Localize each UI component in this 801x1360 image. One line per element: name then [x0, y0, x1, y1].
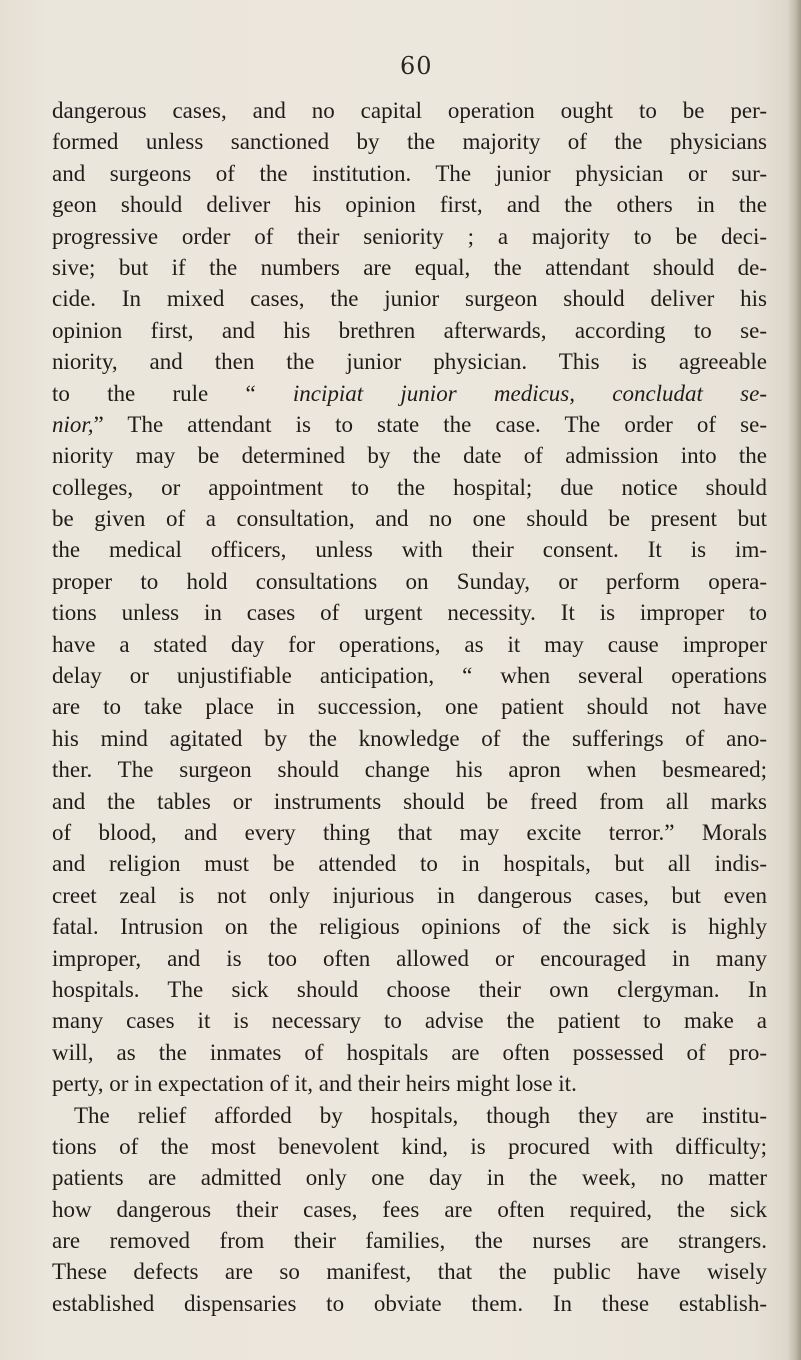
text-line-paragraph-end: perty, or in expectation of it, and their heirs might lose it. — [52, 1071, 577, 1097]
text-line: will, as the inmates of hospitals are often possessed of pro- — [52, 1039, 767, 1065]
text-segment: to the rule “ — [52, 380, 293, 406]
text-line: patients are admitted only one day in the week, no matter — [52, 1165, 767, 1191]
text-line: how dangerous their cases, fees are often required, the sick — [52, 1196, 767, 1222]
latin-quote-italic: incipiat junior medicus, concludat se- — [292, 380, 767, 406]
text-line-paragraph-start: The relief afforded by hospitals, though they are institu- — [74, 1102, 767, 1128]
text-line: formed unless sanctioned by the majority of the physicians — [52, 129, 767, 155]
text-line: and religion must be attended to in hospitals, but all indis- — [52, 851, 767, 877]
text-line: and the tables or instruments should be freed from all marks — [52, 788, 767, 814]
text-line: dangerous cases, and no capital operation ought to be per- — [52, 98, 767, 123]
text-line: progressive order of their seniority ; a majority to be deci- — [52, 223, 767, 249]
text-line: many cases it is necessary to advise the patient to make a — [52, 1008, 767, 1034]
text-line: These defects are so manifest, that the public have wisely — [52, 1259, 767, 1285]
body-text — [52, 95, 767, 1319]
text-line: cide. In mixed cases, the junior surgeon should deliver his — [52, 286, 767, 312]
text-line-latin-quote — [52, 409, 767, 440]
text-line: opinion first, and his brethren afterwards, according to se- — [52, 317, 767, 343]
text-line: of blood, and every thing that may excite terror.” Morals — [52, 819, 767, 845]
text-line: colleges, or appointment to the hospital; due notice should — [52, 474, 767, 500]
page-number: 60 — [400, 52, 433, 80]
text-line: sive; but if the numbers are equal, the attendant should de- — [52, 254, 767, 280]
text-line: niority may be determined by the date of admission into the — [52, 443, 767, 469]
text-line: creet zeal is not only injurious in dangerous cases, but even — [52, 882, 767, 908]
text-line: and surgeons of the institution. The junior physician or sur- — [52, 160, 767, 186]
text-line-latin-quote — [52, 378, 767, 409]
text-line: niority, and then the junior physician. This is agreeable — [52, 349, 767, 375]
text-line: proper to hold consultations on Sunday, or perform opera- — [52, 568, 767, 594]
text-line: ther. The surgeon should change his apron when besmeared; — [52, 757, 767, 783]
latin-quote-italic: nior, — [52, 411, 94, 437]
text-line: tions of the most benevolent kind, is procured with difficulty; — [52, 1133, 767, 1159]
text-line: have a stated day for operations, as it may cause improper — [52, 631, 767, 657]
text-line: be given of a consultation, and no one should be present but — [52, 506, 767, 532]
text-line: hospitals. The sick should choose their own clergyman. In — [52, 976, 767, 1002]
text-line: tions unless in cases of urgent necessity. It is improper to — [52, 600, 767, 626]
text-line: established dispensaries to obviate them. In these establish- — [52, 1290, 767, 1316]
text-line: are removed from their families, the nurses are strangers. — [52, 1228, 767, 1254]
text-line: the medical officers, unless with their consent. It is im- — [52, 537, 767, 563]
text-line: his mind agitated by the knowledge of the sufferings of ano- — [52, 725, 767, 751]
page-edge-shadow — [787, 0, 801, 1360]
text-line: delay or unjustifiable anticipation, “ when several operations — [52, 663, 767, 689]
text-line: are to take place in succession, one patient should not have — [52, 694, 767, 720]
text-line: geon should deliver his opinion first, and the others in the — [52, 192, 767, 218]
text-segment: ” The attendant is to state the case. The order of se- — [93, 411, 767, 437]
text-line: improper, and is too often allowed or encouraged in many — [52, 945, 767, 971]
text-line: fatal. Intrusion on the religious opinions of the sick is highly — [52, 914, 767, 940]
